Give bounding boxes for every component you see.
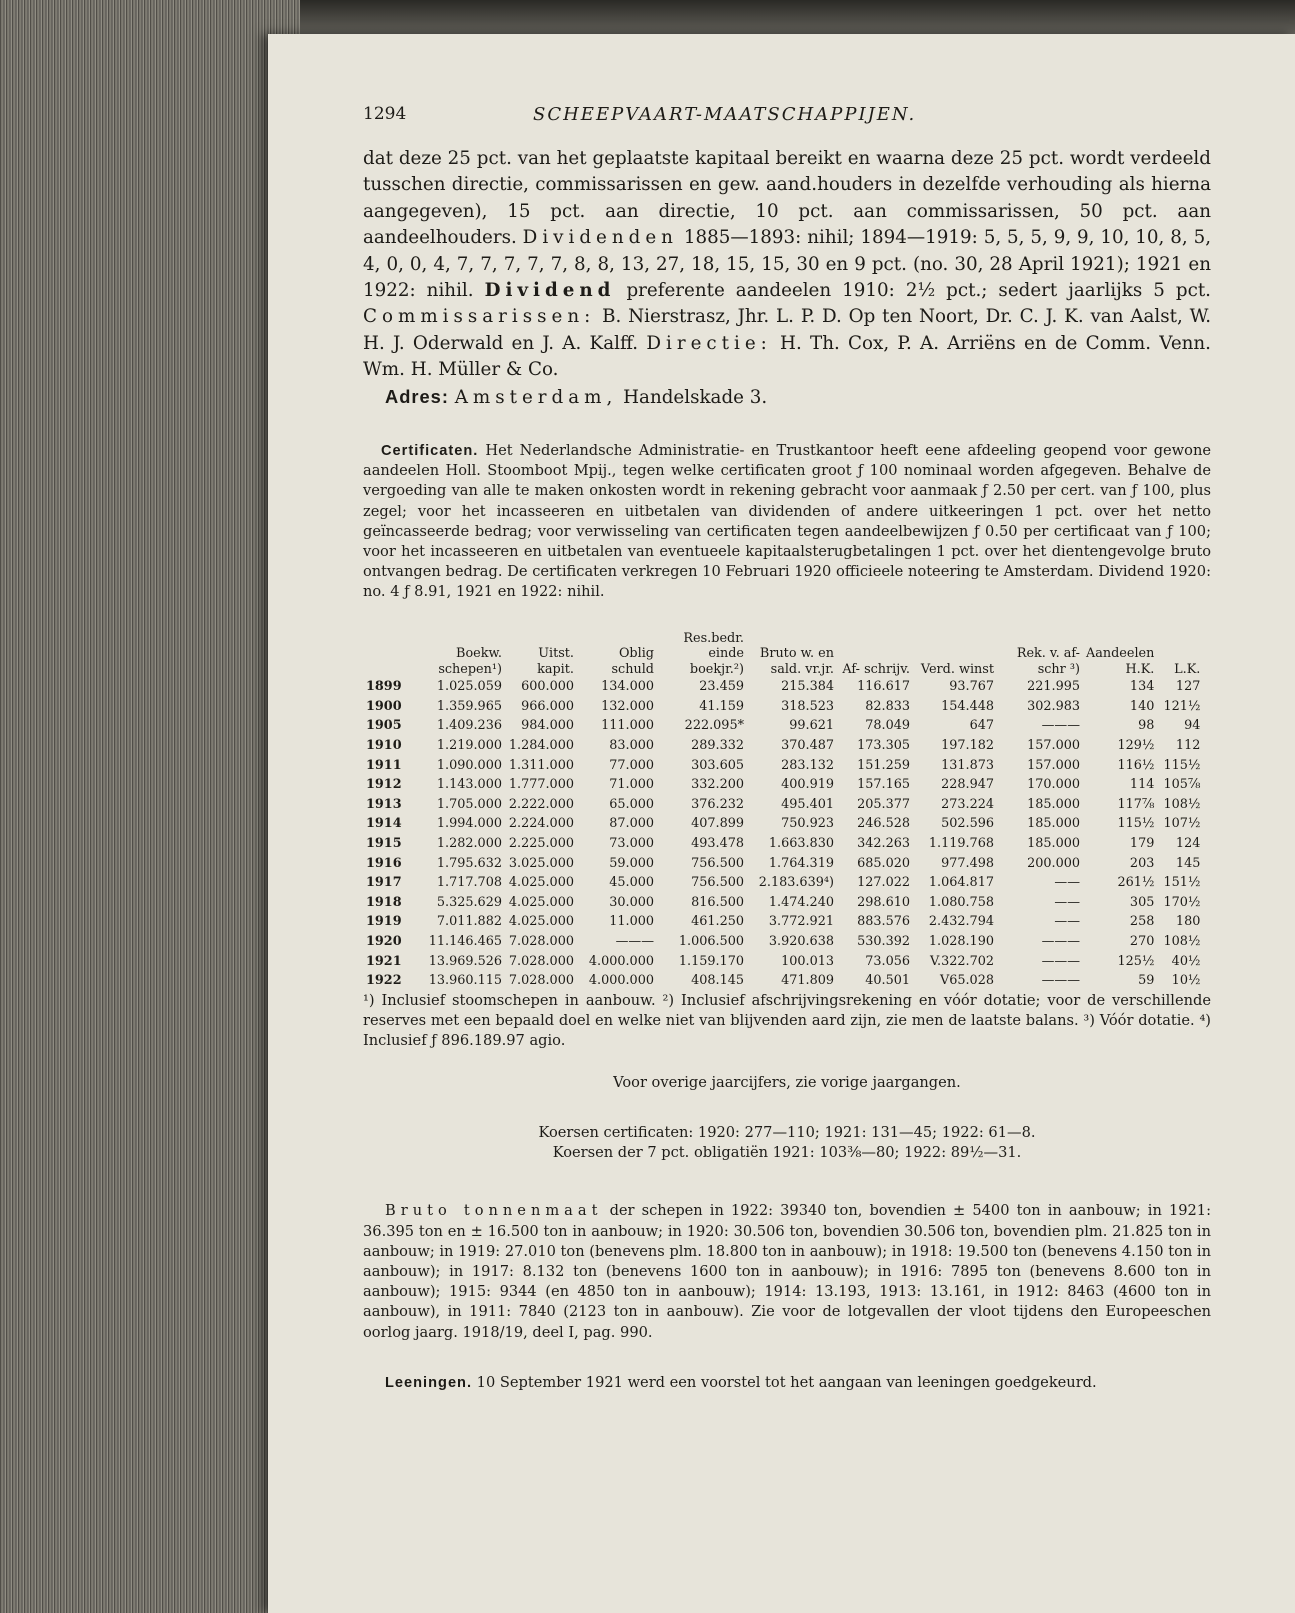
certificaten-text: Het Nederlandsche Administratie- en Trustkantoor heeft eene afdeeling geopend voor gewone aandeelen Holl. Stoomboot Mpij., tegen welke certificaten groot ƒ 100 nominaal worden afgegeven. Behalve de vergoeding van alle te maken onkosten wordt in rekening gebracht voor aanmaak ƒ 2.50 per cert. van ƒ 100, plus zegel; voor het incasseeren en uitbetalen van dividenden of andere uitkeeringen 1 pct. over het netto geïncasseerde bedrag; voor verwisseling van certificaten tegen aandeelbewijzen ƒ 0.50 per certificaat van ƒ 100; voor het incasseeren en uitbetalen van eventueele kapitaalsterugbetalingen 1 pct. over het dientengevolge bruto ontvangen bedrag. De certificaten verkregen 10 Februari 1920 officieele noteering te Amsterdam. Dividend 1920: no. 4 ƒ 8.91, 1921 en 1922: nihil. xyxy=(363,442,1212,601)
table-cell-year: 1899 xyxy=(366,679,402,695)
table-cell: 1.764.319 xyxy=(768,855,834,871)
page-content xyxy=(363,104,1211,1393)
table-cell: 215.384 xyxy=(781,679,834,695)
table-cell: V.322.702 xyxy=(930,953,994,969)
table-cell: 332.200 xyxy=(691,777,744,793)
table-cell: 1.282.000 xyxy=(436,835,502,851)
table-cell: 10½ xyxy=(1171,973,1201,989)
table-cell: 305 xyxy=(1129,894,1155,910)
table-row xyxy=(363,893,1203,913)
table-cell: 11.000 xyxy=(609,914,654,930)
col-header-verdeelde-winst: Verd. winst xyxy=(920,661,994,677)
adres-city: Amsterdam, xyxy=(454,386,618,408)
table-cell: 94 xyxy=(1184,718,1201,734)
table-cell: 647 xyxy=(969,718,994,734)
page-number: 1294 xyxy=(363,104,407,124)
dividenden-text: 1885—1893: nihil; 1894—1919: 5, 5, 5, 9, 9, 10, 10, 8, 5, 4, 0, 0, 4, 7, 7, 7, 7, 7, 8, 8, 13, 27, 18, 15, 15, 30 en 9 pct. (no. 30, 28 April 1921); 1921 en 1922: nihil. xyxy=(363,227,1212,302)
table-cell: 115½ xyxy=(1117,816,1155,832)
col-header-aandeelen-hk: Aandeelen H.K. xyxy=(1086,646,1155,677)
running-title: SCHEEPVAART-MAATSCHAPPIJEN. xyxy=(533,104,917,125)
table-cell: 4.000.000 xyxy=(588,973,654,989)
table-cell: 116.617 xyxy=(857,679,910,695)
table-row xyxy=(363,952,1203,972)
table-cell: ——— xyxy=(615,933,654,949)
table-cell: 205.377 xyxy=(857,796,910,812)
table-row xyxy=(363,716,1203,736)
table-cell: 7.011.882 xyxy=(436,914,502,930)
table-cell: 7.028.000 xyxy=(508,933,574,949)
table-cell: 408.145 xyxy=(691,973,744,989)
table-cell: 77.000 xyxy=(609,757,654,773)
table-cell-year: 1921 xyxy=(366,953,402,969)
table-cell-year: 1913 xyxy=(366,796,402,812)
table-cell: 105⅞ xyxy=(1163,777,1201,793)
table-cell-year: 1911 xyxy=(366,757,402,773)
table-cell: 115½ xyxy=(1163,757,1201,773)
table-cell: 41.159 xyxy=(699,698,744,714)
table-cell: 127.022 xyxy=(857,875,910,891)
table-cell: 13.969.526 xyxy=(428,953,502,969)
table-row xyxy=(363,814,1203,834)
table-cell: 45.000 xyxy=(609,875,654,891)
table-cell: 1.409.236 xyxy=(436,718,502,734)
col-header-obligatieschuld: Oblig schuld xyxy=(611,646,654,677)
table-row xyxy=(363,834,1203,854)
table-cell: ——— xyxy=(1041,973,1080,989)
financial-table-wrap xyxy=(363,631,1211,991)
table-row xyxy=(363,756,1203,776)
table-cell: 5.325.629 xyxy=(436,894,502,910)
table-cell: 1.090.000 xyxy=(436,757,502,773)
table-cell: 221.995 xyxy=(1027,679,1080,695)
table-cell: 1.663.830 xyxy=(768,835,834,851)
certificaten-label: Certificaten. xyxy=(381,443,479,460)
table-cell: 127 xyxy=(1175,679,1201,695)
table-cell: 1.025.059 xyxy=(436,679,502,695)
col-header-rekening-afschrijving: Rek. v. af- schr ³) xyxy=(1016,646,1080,677)
table-cell: 2.222.000 xyxy=(508,796,574,812)
table-cell: 129½ xyxy=(1117,737,1155,753)
table-cell: 59.000 xyxy=(609,855,654,871)
table-cell: 157.000 xyxy=(1027,737,1080,753)
table-cell: 1.777.000 xyxy=(508,777,574,793)
table-cell: 1.994.000 xyxy=(436,816,502,832)
dividenden-label: Dividenden xyxy=(522,227,678,249)
table-cell: 83.000 xyxy=(609,737,654,753)
bruto-tonnenmaat-section xyxy=(363,1201,1211,1342)
overige-jaarcijfers: Voor overige jaarcijfers, zie vorige jaargangen. xyxy=(613,1074,961,1092)
table-cell: 73.000 xyxy=(609,835,654,851)
table-cell: 40½ xyxy=(1171,953,1201,969)
table-row xyxy=(363,854,1203,874)
table-cell-year: 1918 xyxy=(366,894,402,910)
table-cell: 407.899 xyxy=(691,816,744,832)
table-cell-year: 1910 xyxy=(366,737,402,753)
table-cell: 203 xyxy=(1129,855,1155,871)
table-cell: 4.025.000 xyxy=(508,914,574,930)
table-cell: 1.284.000 xyxy=(508,737,574,753)
table-cell: 1.006.500 xyxy=(678,933,744,949)
table-cell: 1.064.817 xyxy=(928,875,994,891)
table-cell: 185.000 xyxy=(1027,816,1080,832)
table-cell: 59 xyxy=(1138,973,1155,989)
page-header xyxy=(363,104,1211,138)
table-footnotes xyxy=(363,991,1211,1052)
table-cell: 3.025.000 xyxy=(508,855,574,871)
table-cell: 65.000 xyxy=(609,796,654,812)
adres-street: Handelskade 3. xyxy=(623,386,768,408)
table-row xyxy=(363,697,1203,717)
table-cell: 298.610 xyxy=(857,894,910,910)
table-cell: 154.448 xyxy=(941,698,994,714)
table-cell: 185.000 xyxy=(1027,835,1080,851)
table-cell: 600.000 xyxy=(521,679,574,695)
table-cell: 289.332 xyxy=(691,737,744,753)
table-cell: 112 xyxy=(1175,737,1201,753)
table-cell: 283.132 xyxy=(781,757,834,773)
col-header-reserve: Res.bedr. einde boekjr.²) xyxy=(683,630,744,677)
table-cell: 2.225.000 xyxy=(508,835,574,851)
table-cell-year: 1914 xyxy=(366,816,402,832)
leeningen-label: Leeningen. xyxy=(385,1374,473,1391)
table-cell-year: 1900 xyxy=(366,698,402,714)
table-cell-year: 1912 xyxy=(366,777,402,793)
table-cell: 170½ xyxy=(1163,894,1201,910)
table-cell: 258 xyxy=(1129,914,1155,930)
directie-label: Directie: xyxy=(646,332,772,354)
commissarissen-label: Commissarissen: xyxy=(363,306,596,328)
table-cell: 108½ xyxy=(1163,933,1201,949)
table-cell: 1.705.000 xyxy=(436,796,502,812)
table-cell: 114 xyxy=(1129,777,1155,793)
table-cell: 132.000 xyxy=(601,698,654,714)
table-cell: 173.305 xyxy=(857,737,910,753)
table-cell: 179 xyxy=(1129,835,1155,851)
table-cell: 131.873 xyxy=(941,757,994,773)
table-cell: 1.080.758 xyxy=(928,894,994,910)
table-cell-year: 1916 xyxy=(366,855,402,871)
table-cell: 151.259 xyxy=(857,757,910,773)
table-row xyxy=(363,932,1203,952)
table-cell: 370.487 xyxy=(781,737,834,753)
table-cell: 318.523 xyxy=(781,698,834,714)
table-cell: 100.013 xyxy=(781,953,834,969)
table-cell: 87.000 xyxy=(609,816,654,832)
table-cell: 3.772.921 xyxy=(768,914,834,930)
book-page-edges xyxy=(0,0,300,1613)
table-cell: 157.165 xyxy=(857,777,910,793)
bruto-text: der schepen in 1922: 39340 ton, bovendien ± 5400 ton in aanbouw; in 1921: 36.395 ton en ± 16.500 ton in aanbouw; in 1920: 30.506 ton, bovendien 30.506 ton, bovendien plm. 21.825 ton in aanbouw; in 1919: 27.010 ton (benevens plm. 18.800 ton in aanbouw); in 1918: 19.500 ton (benevens 4.150 ton in aanbouw); in 1917: 8.132 ton (benevens 1600 ton in aanbouw); in 1916: 7895 ton (benevens 8.600 ton in aanbouw); 1915: 9344 (en 4850 ton in aanbouw); 1914: 13.193, 1913: 13.161, in 1912: 8463 (4600 ton in aanbouw), in 1911: 7840 (2123 ton in aanbouw). Zie voor de lotgevallen der vloot tijdens den Europeeschen oorlog jaarg. 1918/19, deel I, pag. 990. xyxy=(363,1202,1211,1341)
table-cell: 756.500 xyxy=(691,875,744,891)
koersen-obligatien: Koersen der 7 pct. obligatiën 1921: 103⅜—80; 1922: 89½—31. xyxy=(552,1144,1022,1162)
table-cell: 151½ xyxy=(1163,875,1201,891)
table-cell: 140 xyxy=(1129,698,1155,714)
table-cell: 157.000 xyxy=(1027,757,1080,773)
table-cell: 984.000 xyxy=(521,718,574,734)
table-cell: 1.119.768 xyxy=(928,835,994,851)
table-cell-year: 1922 xyxy=(366,973,402,989)
table-cell: 461.250 xyxy=(691,914,744,930)
table-cell: 124 xyxy=(1175,835,1201,851)
table-row xyxy=(363,677,1203,697)
table-cell: 303.605 xyxy=(691,757,744,773)
table-cell-year: 1920 xyxy=(366,933,402,949)
koersen-certificaten: Koersen certificaten: 1920: 277—110; 1921: 131—45; 1922: 61—8. xyxy=(538,1124,1036,1142)
leeningen-text: 10 September 1921 werd een voorstel tot het aangaan van leeningen goedgekeurd. xyxy=(476,1373,1097,1391)
commissarissen-text: B. Nierstrasz, Jhr. L. P. D. Op ten Noort, Dr. C. J. K. van Aalst, W. H. J. Oderwald en J. A. Kalff. xyxy=(363,306,1212,354)
table-cell: 977.498 xyxy=(941,855,994,871)
table-cell: 4.025.000 xyxy=(508,894,574,910)
table-cell: 170.000 xyxy=(1027,777,1080,793)
table-cell: 1.359.965 xyxy=(436,698,502,714)
table-cell: 99.621 xyxy=(789,718,834,734)
table-cell: 40.501 xyxy=(865,973,910,989)
col-header-year xyxy=(363,631,421,678)
adres-label: Adres: xyxy=(385,385,449,407)
table-header-row xyxy=(363,631,1203,678)
col-header-afschrijving: Af- schrijv. xyxy=(842,661,910,677)
table-cell: 111.000 xyxy=(601,718,654,734)
table-cell: 502.596 xyxy=(941,816,994,832)
col-header-boekwaarde: Boekw. schepen¹) xyxy=(438,646,502,677)
company-description xyxy=(363,146,1211,411)
table-cell: 1.474.240 xyxy=(768,894,834,910)
table-cell: 4.025.000 xyxy=(508,875,574,891)
table-cell: 185.000 xyxy=(1027,796,1080,812)
book-page xyxy=(268,34,1295,1613)
table-cell: 376.232 xyxy=(691,796,744,812)
table-cell: 180 xyxy=(1175,914,1201,930)
table-row xyxy=(363,775,1203,795)
table-cell: 685.020 xyxy=(857,855,910,871)
table-cell: 108½ xyxy=(1163,796,1201,812)
table-cell: 73.056 xyxy=(865,953,910,969)
table-cell: 2.224.000 xyxy=(508,816,574,832)
table-cell: 1.795.632 xyxy=(436,855,502,871)
table-cell: 1.717.708 xyxy=(436,875,502,891)
table-cell: ——— xyxy=(1041,933,1080,949)
table-cell: ——— xyxy=(1041,718,1080,734)
table-cell: 966.000 xyxy=(521,698,574,714)
table-cell: —— xyxy=(1054,894,1080,910)
table-cell: 302.983 xyxy=(1027,698,1080,714)
table-cell: 750.923 xyxy=(781,816,834,832)
table-row xyxy=(363,971,1203,991)
table-cell: 816.500 xyxy=(691,894,744,910)
table-cell: 261½ xyxy=(1117,875,1155,891)
table-cell: 3.920.638 xyxy=(768,933,834,949)
table-cell-year: 1917 xyxy=(366,875,402,891)
table-cell: 197.182 xyxy=(941,737,994,753)
table-cell: 117⅞ xyxy=(1117,796,1155,812)
leeningen-section xyxy=(363,1373,1211,1393)
table-cell: 13.960.115 xyxy=(428,973,502,989)
table-cell-year: 1915 xyxy=(366,835,402,851)
table-cell: 471.809 xyxy=(781,973,834,989)
table-cell: —— xyxy=(1054,875,1080,891)
table-cell: 273.224 xyxy=(941,796,994,812)
table-cell: 125½ xyxy=(1117,953,1155,969)
table-cell: 1.311.000 xyxy=(508,757,574,773)
col-header-uitstaand-kapitaal: Uitst. kapit. xyxy=(537,646,574,677)
table-row xyxy=(363,736,1203,756)
table-cell: 1.143.000 xyxy=(436,777,502,793)
col-header-bruto-winst: Bruto w. en sald. vr.jr. xyxy=(759,646,834,677)
table-cell: 1.159.170 xyxy=(678,953,744,969)
directie-text: H. Th. Cox, P. A. Arriëns en de Comm. Venn. Wm. H. Müller & Co. xyxy=(363,332,1211,381)
table-cell: 342.263 xyxy=(857,835,910,851)
dividend-text: preferente aandeelen 1910: 2½ pct.; sedert jaarlijks 5 pct. xyxy=(626,280,1211,302)
table-cell: 98 xyxy=(1138,718,1155,734)
table-cell: 400.919 xyxy=(781,777,834,793)
table-cell: 134 xyxy=(1129,679,1155,695)
table-cell: 11.146.465 xyxy=(428,933,502,949)
dividend-label: Dividend xyxy=(484,280,616,302)
table-cell: 495.401 xyxy=(781,796,834,812)
table-row xyxy=(363,873,1203,893)
table-cell: ——— xyxy=(1041,953,1080,969)
table-cell: 134.000 xyxy=(601,679,654,695)
table-cell: 4.000.000 xyxy=(588,953,654,969)
table-cell: V65.028 xyxy=(939,973,994,989)
table-cell: 82.833 xyxy=(865,698,910,714)
table-cell: 2.432.794 xyxy=(928,914,994,930)
table-cell: 7.028.000 xyxy=(508,953,574,969)
table-cell: 1.028.190 xyxy=(928,933,994,949)
table-cell: 530.392 xyxy=(857,933,910,949)
table-cell: 121½ xyxy=(1163,698,1201,714)
paragraph-start: dat deze 25 pct. van het geplaatste kapitaal bereikt en waarna deze 25 pct. wordt verdeeld tusschen directie, commissarissen en gew. aand.houders in dezelfde verhouding als hierna aangegeven), 15 pct. aan directie, 10 pct. aan commissarissen, 50 pct. aan aandeelhouders. xyxy=(363,148,1211,249)
table-cell: 71.000 xyxy=(609,777,654,793)
table-cell: 78.049 xyxy=(865,718,910,734)
table-cell: 2.183.639⁴) xyxy=(758,875,834,891)
table-cell: 493.478 xyxy=(691,835,744,851)
table-cell: 116½ xyxy=(1117,757,1155,773)
table-cell: 23.459 xyxy=(699,679,744,695)
table-cell: 228.947 xyxy=(941,777,994,793)
table-cell: 30.000 xyxy=(609,894,654,910)
table-cell: 1.219.000 xyxy=(436,737,502,753)
table-row xyxy=(363,795,1203,815)
certificaten-section xyxy=(363,441,1211,603)
table-cell: 883.576 xyxy=(857,914,910,930)
table-cell: 756.500 xyxy=(691,855,744,871)
table-cell-year: 1919 xyxy=(366,914,402,930)
table-cell: 246.528 xyxy=(857,816,910,832)
table-cell: 107½ xyxy=(1163,816,1201,832)
table-cell: 200.000 xyxy=(1027,855,1080,871)
table-cell-year: 1905 xyxy=(366,718,402,734)
table-cell: 93.767 xyxy=(949,679,994,695)
footnotes-text: ¹) Inclusief stoomschepen in aanbouw. ²) Inclusief afschrijvingsrekening en vóór dotatie; voor de verschillende reserves met een bepaald doel en welke niet van blijvenden aard zijn, zie men de laatste balans. ³) Vóór dotatie. ⁴) Inclusief ƒ 896.189.97 agio. xyxy=(363,991,1211,1050)
table-cell: 270 xyxy=(1129,933,1155,949)
financial-table xyxy=(363,631,1203,991)
col-header-aandeelen-lk: L.K. xyxy=(1174,661,1201,677)
table-cell: 7.028.000 xyxy=(508,973,574,989)
table-cell: 145 xyxy=(1175,855,1201,871)
bruto-label: Bruto tonnenmaat xyxy=(385,1202,603,1220)
table-row xyxy=(363,912,1203,932)
table-cell: 222.095* xyxy=(684,718,744,734)
table-cell: —— xyxy=(1054,914,1080,930)
